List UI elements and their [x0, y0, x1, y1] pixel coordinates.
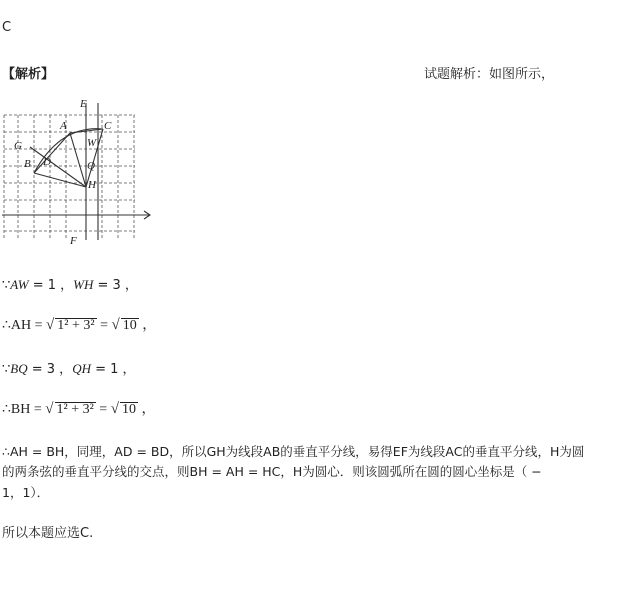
- conclusion: 所以本题应选C.: [2, 526, 94, 541]
- line-aw-wh: ∵AW = 1 ，WH = 3 ，: [2, 277, 138, 293]
- label-B: B: [24, 158, 31, 170]
- line-bh-value: ∴BH = √ 1² + 3² = √ 10 ，: [2, 401, 156, 417]
- reasoning-line-1: ∴AH = BH，同理，AD = BD，所以GH为线段AB的垂直平分线，易得EF为线段AC的垂直平分线，H为圆: [2, 444, 585, 459]
- label-C: C: [104, 120, 112, 132]
- reasoning-line-3: 1，1）．: [2, 485, 50, 500]
- label-W: W: [87, 137, 97, 149]
- line-ah-value: ∴AH = √ 1² + 3² = √ 10 ，: [2, 317, 157, 333]
- label-A: A: [60, 120, 67, 132]
- reasoning-line-2: 的两条弦的垂直平分线的交点，则BH = AH = HC，H为圆心．则该圆弧所在圆的圆心坐标是（ −: [2, 464, 542, 479]
- analysis-intro: 试题解析：如图所示，: [424, 67, 555, 82]
- point-labels: [14, 98, 112, 247]
- axes: [2, 103, 150, 240]
- label-F: F: [70, 235, 77, 247]
- line-bq-qh: ∵BQ = 3 ，QH = 1 ，: [2, 361, 136, 377]
- answer-letter: C: [2, 20, 12, 35]
- label-D: D: [43, 156, 51, 168]
- geometry-figure: [0, 95, 160, 250]
- label-G: G: [14, 140, 22, 152]
- label-H: H: [88, 179, 96, 191]
- label-E: E: [80, 98, 87, 110]
- label-Q: Q: [87, 160, 95, 172]
- analysis-heading: 【解析】: [2, 67, 55, 82]
